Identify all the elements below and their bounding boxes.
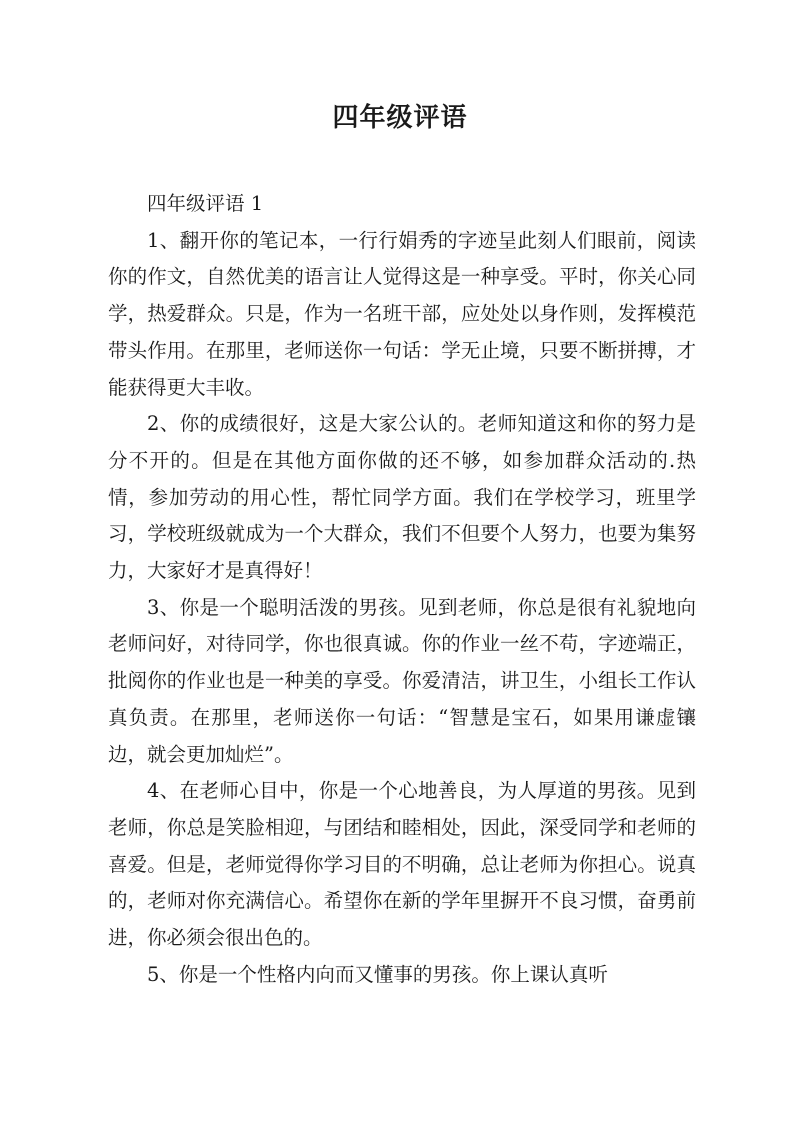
document-body [108, 186, 696, 993]
document-title: 四年级评语 [332, 103, 468, 133]
paragraph-4: 4、在老师心目中，你是一个心地善良，为人厚道的男孩。见到老师，你总是笑脸相迎，与团结和睦相处，因此，深受同学和老师的喜爱。但是，老师觉得你学习目的不明确，总让老师为你担心。说真的，老师对你充满信心。希望你在新的学年里摒开不良习惯，奋勇前进，你必须会很出色的。 [108, 779, 696, 950]
section-heading: 四年级评语 1 [147, 192, 264, 215]
paragraph-5: 5、你是一个性格内向而又懂事的男孩。你上课认真听 [147, 962, 608, 986]
paragraph-2: 2、你的成绩很好，这是大家公认的。老师知道这和你的努力是分不开的。但是在其他方面你做的还不够，如参加群众活动的.热情，参加劳动的用心性，帮忙同学方面。我们在学校学习，班里学习，学校班级就成为一个大群众，我们不但要个人努力，也要为集努力，大家好才是真得好！ [108, 412, 696, 583]
paragraph-3: 3、你是一个聪明活泼的男孩。见到老师，你总是很有礼貌地向老师问好，对待同学，你也很真诚。你的作业一丝不苟，字迹端正，批阅你的作业也是一种美的享受。你爱清洁，讲卫生，小组长工作认真负责。在那里，老师送你一句话：“智慧是宝石，如果用谦虚镶边，就会更加灿烂”。 [108, 595, 696, 766]
paragraph-1: 1、翻开你的笔记本，一行行娟秀的字迹呈此刻人们眼前，阅读你的作文，自然优美的语言让人觉得这是一种享受。平时，你关心同学，热爱群众。只是，作为一名班干部，应处处以身作则，发挥模范带头作用。在那里，老师送你一句话：学无止境，只要不断拼搏，才能获得更大丰收。 [108, 228, 696, 399]
